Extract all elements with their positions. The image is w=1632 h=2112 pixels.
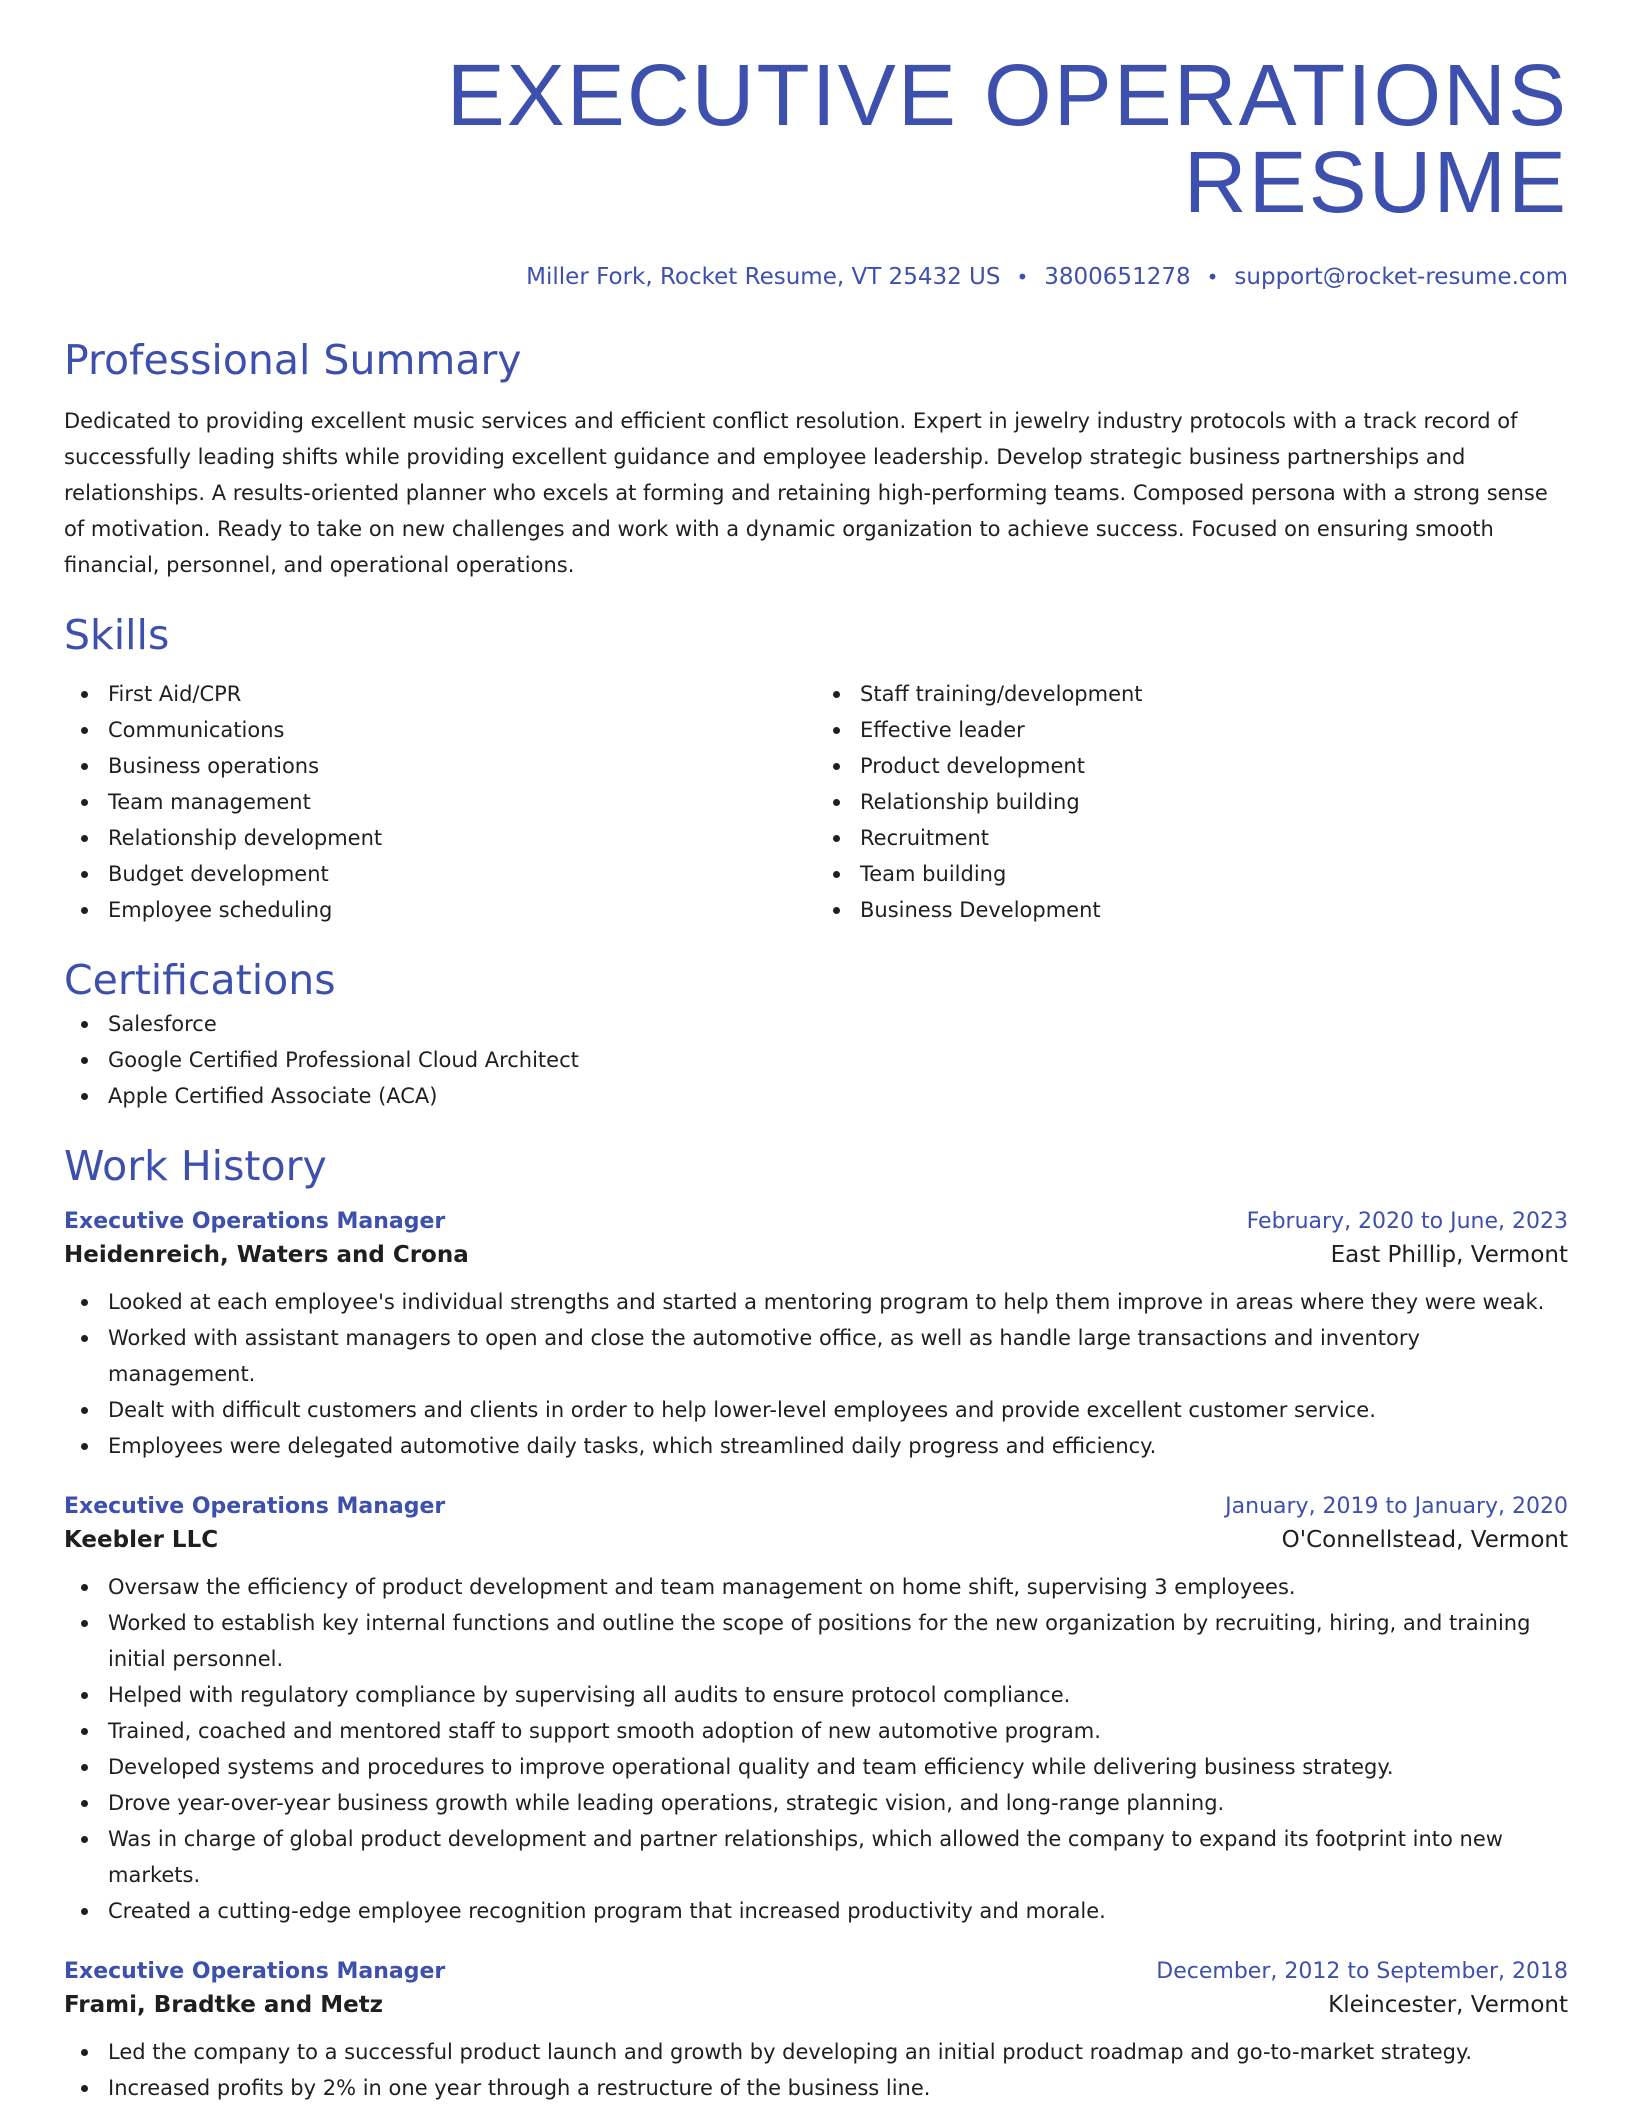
job-title: Executive Operations Manager: [64, 1493, 446, 1519]
contact-separator: •: [1206, 265, 1219, 289]
work-history-heading: Work History: [64, 1141, 327, 1190]
skill-item: First Aid/CPR: [64, 676, 816, 712]
certifications-list: [64, 1006, 1568, 1114]
job-bullet: Was in charge of global product development and partner relationships, which allowed the company to expand its footprint into new markets.: [64, 1821, 1568, 1893]
contact-line: [64, 264, 1568, 290]
certification-item: Salesforce: [64, 1006, 1568, 1042]
skill-item: Recruitment: [816, 820, 1568, 856]
skill-item: Employee scheduling: [64, 892, 816, 928]
job-location: O'Connellstead, Vermont: [1281, 1526, 1568, 1553]
job-bullet: Dealt with difficult customers and clients in order to help lower-level employees and provide excellent customer service.: [64, 1392, 1568, 1428]
contact-email: support@rocket-resume.com: [1234, 264, 1568, 290]
contact-phone: 3800651278: [1044, 264, 1191, 290]
job-bullet: Created a cutting-edge employee recognition program that increased productivity and morale.: [64, 1893, 1568, 1929]
job-bullet: Employees were delegated automotive daily tasks, which streamlined daily progress and efficiency.: [64, 1428, 1568, 1464]
contact-address: Miller Fork, Rocket Resume, VT 25432 US: [526, 264, 1001, 290]
job-bullet: Led the company to a successful product launch and growth by developing an initial product roadmap and go-to-market strategy.: [64, 2034, 1568, 2070]
job-bullet: Increased profits by 2% in one year through a restructure of the business line.: [64, 2070, 1568, 2106]
job-bullets: [64, 1284, 1568, 1464]
job-bullet: Drove year-over-year business growth while leading operations, strategic vision, and long-range planning.: [64, 1785, 1568, 1821]
certifications-heading: Certifications: [64, 956, 336, 1005]
job-company: Heidenreich, Waters and Crona: [64, 1241, 469, 1268]
job-dates: February, 2020 to June, 2023: [1246, 1208, 1568, 1234]
job-bullets: [64, 2034, 1568, 2106]
job-title: Executive Operations Manager: [64, 1208, 446, 1234]
job-bullet: Oversaw the efficiency of product development and team management on home shift, supervising 3 employees.: [64, 1569, 1568, 1605]
job-location: East Phillip, Vermont: [1330, 1241, 1568, 1268]
summary-heading: Professional Summary: [64, 336, 522, 384]
skills-heading: Skills: [64, 611, 170, 660]
job-bullet: Worked to establish key internal functions and outline the scope of positions for the new organization by recruiting, hiring, and training initial personnel.: [64, 1605, 1568, 1677]
job-bullet: Looked at each employee's individual strengths and started a mentoring program to help them improve in areas where they were weak.: [64, 1284, 1568, 1320]
job-bullet: Helped with regulatory compliance by supervising all audits to ensure protocol compliance.: [64, 1677, 1568, 1713]
skill-item: Business Development: [816, 892, 1568, 928]
skill-item: Relationship development: [64, 820, 816, 856]
job-dates: December, 2012 to September, 2018: [1156, 1958, 1568, 1984]
job-entry: [64, 1959, 1568, 2106]
skills-columns: [64, 676, 1568, 928]
skills-list-right: [816, 676, 1568, 928]
resume-header: [64, 0, 1568, 290]
skill-item: Staff training/development: [816, 676, 1568, 712]
skill-item: Product development: [816, 748, 1568, 784]
certification-item: Apple Certified Associate (ACA): [64, 1078, 1568, 1114]
skill-item: Effective leader: [816, 712, 1568, 748]
contact-separator: •: [1016, 265, 1029, 289]
skill-item: Relationship building: [816, 784, 1568, 820]
skill-item: Budget development: [64, 856, 816, 892]
job-company: Keebler LLC: [64, 1526, 219, 1553]
job-company: Frami, Bradtke and Metz: [64, 1991, 384, 2018]
job-title: Executive Operations Manager: [64, 1958, 446, 1984]
job-entry: [64, 1494, 1568, 1929]
skill-item: Communications: [64, 712, 816, 748]
skill-item: Team building: [816, 856, 1568, 892]
job-bullet: Trained, coached and mentored staff to support smooth adoption of new automotive program.: [64, 1713, 1568, 1749]
skill-item: Team management: [64, 784, 816, 820]
page-title: EXECUTIVE OPERATIONS RESUME: [446, 47, 1568, 231]
skills-list-left: [64, 676, 816, 928]
job-bullet: Worked with assistant managers to open and close the automotive office, as well as handle large transactions and inventory management.: [64, 1320, 1568, 1392]
job-dates: January, 2019 to January, 2020: [1225, 1493, 1568, 1519]
job-bullet: Developed systems and procedures to improve operational quality and team efficiency while delivering business strategy.: [64, 1749, 1568, 1785]
summary-text: Dedicated to providing excellent music services and efficient conflict resolution. Expert in jewelry industry protocols with a track record of successfully leading shifts while providing excellent guidance and employee leadership. Develop strategic business partnerships and relationships. A results-oriented planner who excels at forming and retaining high-performing teams. Composed persona with a strong sense of motivation. Ready to take on new challenges and work with a dynamic organization to achieve success. Focused on ensuring smooth financial, personnel, and operational operations.: [64, 409, 1548, 578]
certification-item: Google Certified Professional Cloud Architect: [64, 1042, 1568, 1078]
job-bullets: [64, 1569, 1568, 1929]
job-location: Kleincester, Vermont: [1328, 1991, 1568, 2018]
skill-item: Business operations: [64, 748, 816, 784]
job-entry: [64, 1209, 1568, 1464]
